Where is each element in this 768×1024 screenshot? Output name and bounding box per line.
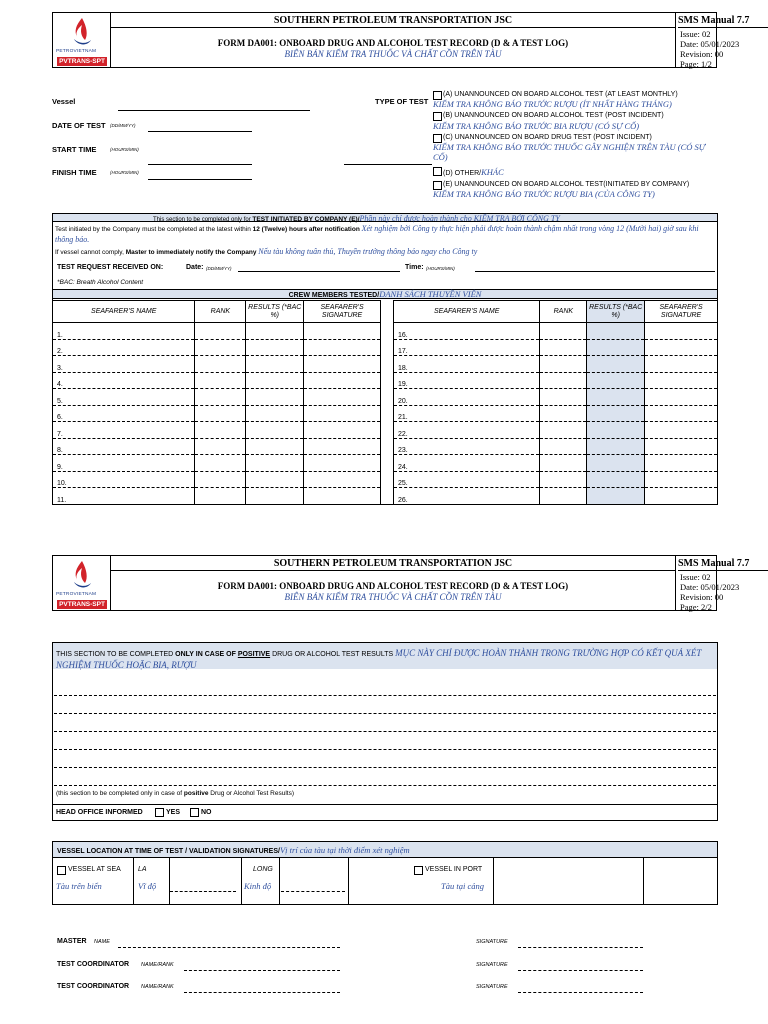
test-type-c-label: (C) UNANNOUNCED ON BOARD DRUG TEST (POST INCIDENT) xyxy=(443,134,652,141)
revision: Revision: 00 xyxy=(680,49,724,59)
crew-cell-rank[interactable] xyxy=(540,471,587,488)
crew-cell-results[interactable] xyxy=(587,422,645,439)
signature-input-line[interactable] xyxy=(518,947,643,948)
crew-cell-name[interactable]: 17. xyxy=(394,339,540,356)
longitude-label-vn: Kinh độ xyxy=(244,881,272,891)
crew-cell-signature[interactable] xyxy=(645,422,718,439)
crew-cell-name[interactable]: 1. xyxy=(53,323,195,340)
table-row xyxy=(394,339,718,356)
logo-badge: PVTRANS-SPT xyxy=(57,57,107,66)
form-header-page2 xyxy=(52,555,750,612)
latitude-label-vn: Vĩ độ xyxy=(138,881,157,891)
crew-cell-signature[interactable] xyxy=(304,455,381,472)
crew-cell-name[interactable]: 21. xyxy=(394,405,540,422)
crew-cell-rank[interactable] xyxy=(540,438,587,455)
table-row xyxy=(394,372,718,389)
test-type-a-label-vn: KIỂM TRA KHÔNG BÁO TRƯỚC RƯỢU (ÍT NHẤT HÀNG THÁNG) xyxy=(433,99,672,109)
start-time-format-hint: (HOURS/MIN) xyxy=(110,147,139,152)
vessel-label: Vessel xyxy=(52,97,76,106)
positive-result-entry-line[interactable] xyxy=(54,749,716,750)
crew-cell-results[interactable] xyxy=(587,339,645,356)
vessel-in-port-checkbox[interactable] xyxy=(414,866,423,875)
table-row xyxy=(394,389,718,406)
signature-label: SIGNATURE xyxy=(476,939,508,945)
test-type-b-label: (B) UNANNOUNCED ON BOARD ALCOHOL TEST (POST INCIDENT) xyxy=(443,112,664,119)
table-row xyxy=(53,389,381,406)
crew-cell-results[interactable] xyxy=(246,488,304,505)
head-office-yes-checkbox[interactable] xyxy=(155,808,164,817)
form-title-vn: BIÊN BẢN KIỂM TRA THUỐC VÀ CHẤT CỒN TRÊN TÀU xyxy=(284,49,502,59)
crew-cell-name[interactable]: 2. xyxy=(53,339,195,356)
date-format-hint: (DD/MM/YY) xyxy=(110,123,136,128)
type-other-line[interactable] xyxy=(344,164,432,165)
crew-cell-signature[interactable] xyxy=(304,405,381,422)
crew-cell-signature[interactable] xyxy=(645,488,718,505)
signature-name-hint: NAME/RANK xyxy=(141,984,174,990)
crew-cell-signature[interactable] xyxy=(304,323,381,340)
signature-name-input-line[interactable] xyxy=(118,947,340,948)
crew-cell-signature[interactable] xyxy=(304,339,381,356)
crew-cell-signature[interactable] xyxy=(645,356,718,373)
signature-name-hint: NAME/RANK xyxy=(141,962,174,968)
crew-cell-results[interactable] xyxy=(587,323,645,340)
table-row xyxy=(53,455,381,472)
head-office-label: HEAD OFFICE INFORMED xyxy=(56,809,143,816)
table-row xyxy=(53,372,381,389)
positive-result-entry-line[interactable] xyxy=(54,695,716,696)
vessel-at-sea-checkbox[interactable] xyxy=(57,866,66,875)
request-time-input-line[interactable] xyxy=(475,271,715,272)
crew-cell-rank[interactable] xyxy=(195,405,246,422)
crew-cell-results[interactable] xyxy=(587,405,645,422)
crew-cell-rank[interactable] xyxy=(540,372,587,389)
bac-note: *BAC: Breath Alcohol Content xyxy=(57,279,144,286)
crew-cell-name[interactable]: 5. xyxy=(53,389,195,406)
issue-date: Date: 05/01/2023 xyxy=(680,39,740,49)
crew-cell-rank[interactable] xyxy=(195,372,246,389)
col-signature: SEAFARER'S SIGNATURE xyxy=(304,301,381,323)
table-row xyxy=(394,455,718,472)
crew-cell-results[interactable] xyxy=(587,356,645,373)
flame-logo-icon xyxy=(71,17,93,47)
crew-cell-name[interactable]: 7. xyxy=(53,422,195,439)
issue: Issue: 02 xyxy=(680,29,711,39)
table-row xyxy=(394,488,718,505)
head-office-yes-label: YES xyxy=(166,809,181,816)
crew-cell-results[interactable] xyxy=(587,471,645,488)
page-number: Page: 1/2 xyxy=(680,59,712,69)
crew-cell-name[interactable]: 26. xyxy=(394,488,540,505)
crew-cell-results[interactable] xyxy=(246,471,304,488)
crew-cell-rank[interactable] xyxy=(195,389,246,406)
table-row xyxy=(53,488,381,505)
crew-cell-name[interactable]: 25. xyxy=(394,471,540,488)
crew-cell-results[interactable] xyxy=(246,339,304,356)
crew-cell-results[interactable] xyxy=(587,389,645,406)
signature-name-input-line[interactable] xyxy=(184,970,340,971)
flame-logo-icon xyxy=(71,560,93,590)
start-time-input-line[interactable] xyxy=(148,164,252,165)
company-notify-text: If vessel cannot comply, Master to immediately notify the Company Nếu tàu không tuân thủ, Thuyền trưởng thông báo ngay cho Công ty xyxy=(55,247,478,256)
table-row xyxy=(53,422,381,439)
crew-cell-results[interactable] xyxy=(246,405,304,422)
test-type-b-label-vn: KIỂM TRA KHÔNG BÁO TRƯỚC BIA RƯỢU (CÓ SỰ CỐ) xyxy=(433,121,640,131)
crew-cell-results[interactable] xyxy=(246,438,304,455)
crew-cell-rank[interactable] xyxy=(195,422,246,439)
latitude-label: LA xyxy=(138,866,147,873)
table-row xyxy=(394,405,718,422)
crew-cell-signature[interactable] xyxy=(304,438,381,455)
col-rank: RANK xyxy=(195,301,246,323)
positive-section-intro: THIS SECTION TO BE COMPLETED ONLY IN CASE OF POSITIVE DRUG OR ALCOHOL TEST RESULTS MỤC NÀY CHỈ ĐƯỢC HOÀN THÀNH TRONG TRƯỜNG HỢP CÓ KẾT QUẢ XÉT NGHIỆM THUỐC HOẶC BIA, RƯỢU xyxy=(56,648,702,670)
sms-manual: SMS Manual 7.7 xyxy=(678,556,768,571)
company-logo xyxy=(53,556,111,610)
signature-label: SIGNATURE xyxy=(476,962,508,968)
date-of-test-label: DATE OF TEST xyxy=(52,121,106,130)
crew-cell-signature[interactable] xyxy=(645,323,718,340)
request-time-label: Time: xyxy=(405,264,424,271)
crew-cell-results[interactable] xyxy=(587,438,645,455)
crew-cell-results[interactable] xyxy=(587,455,645,472)
crew-cell-signature[interactable] xyxy=(645,372,718,389)
crew-cell-signature[interactable] xyxy=(304,356,381,373)
crew-cell-name[interactable]: 23. xyxy=(394,438,540,455)
crew-cell-name[interactable]: 4. xyxy=(53,372,195,389)
crew-cell-name[interactable]: 10. xyxy=(53,471,195,488)
positive-result-entry-line[interactable] xyxy=(54,785,716,786)
crew-cell-rank[interactable] xyxy=(195,323,246,340)
vessel-in-port-label-vn: Tàu tại cảng xyxy=(441,881,484,891)
signature-label: SIGNATURE xyxy=(476,984,508,990)
logo-text: PETROVIETNAM xyxy=(56,49,97,54)
col-seafarer-name: SEAFARER'S NAME xyxy=(53,301,195,323)
table-row xyxy=(53,438,381,455)
table-row xyxy=(53,339,381,356)
signature-name-input-line[interactable] xyxy=(184,992,340,993)
longitude-label: LONG xyxy=(253,866,273,873)
head-office-no-label: NO xyxy=(201,809,212,816)
crew-cell-signature[interactable] xyxy=(304,389,381,406)
crew-cell-signature[interactable] xyxy=(645,389,718,406)
table-row xyxy=(394,356,718,373)
date-of-test-input-line[interactable] xyxy=(148,131,252,132)
crew-cell-results[interactable] xyxy=(246,389,304,406)
test-type-d-label: (D) OTHER/KHÁC xyxy=(443,167,504,177)
longitude-input-line[interactable] xyxy=(281,891,345,892)
table-row xyxy=(394,422,718,439)
signature-role-label: TEST COORDINATOR xyxy=(57,961,130,968)
positive-result-entry-line[interactable] xyxy=(54,731,716,732)
logo-text: PETROVIETNAM xyxy=(56,592,97,597)
crew-cell-signature[interactable] xyxy=(304,422,381,439)
issue-date: Date: 05/01/2023 xyxy=(680,582,740,592)
type-of-test-label: TYPE OF TEST xyxy=(375,97,429,106)
logo-badge: PVTRANS-SPT xyxy=(57,600,107,609)
crew-cell-signature[interactable] xyxy=(645,471,718,488)
table-row xyxy=(53,323,381,340)
vessel-at-sea-label: VESSEL AT SEA xyxy=(68,866,121,873)
test-type-a-label: (A) UNANNOUNCED ON BOARD ALCOHOL TEST (AT LEAST MONTHLY) xyxy=(443,91,678,98)
start-time-label: START TIME xyxy=(52,145,97,154)
col-rank: RANK xyxy=(540,301,587,323)
crew-cell-results[interactable] xyxy=(246,372,304,389)
crew-cell-rank[interactable] xyxy=(195,356,246,373)
test-type-c-label-vn: KIỂM TRA KHÔNG BÁO TRƯỚC THUỐC GÂY NGHIỆN TRÊN TÀU (CÓ SỰ CỐ) xyxy=(433,142,706,162)
table-row xyxy=(394,438,718,455)
crew-cell-rank[interactable] xyxy=(540,389,587,406)
vessel-input-line[interactable] xyxy=(118,110,310,111)
table-row xyxy=(394,323,718,340)
signature-role-label: TEST COORDINATOR xyxy=(57,983,130,990)
finish-time-input-line[interactable] xyxy=(148,179,252,180)
vessel-at-sea-label-vn: Tàu trên biển xyxy=(56,881,102,891)
crew-cell-rank[interactable] xyxy=(195,488,246,505)
crew-cell-signature[interactable] xyxy=(304,471,381,488)
request-date-format: (DD/MM/YY) xyxy=(206,266,232,271)
form-header-page1 xyxy=(52,12,750,69)
crew-cell-rank[interactable] xyxy=(540,323,587,340)
crew-cell-rank[interactable] xyxy=(540,455,587,472)
crew-cell-rank[interactable] xyxy=(540,356,587,373)
signature-input-line[interactable] xyxy=(518,970,643,971)
revision: Revision: 00 xyxy=(680,592,724,602)
test-type-e-label-vn: KIỂM TRA KHÔNG BÁO TRƯỚC RƯỢU BIA (CỦA CÔNG TY) xyxy=(433,189,655,199)
form-title-vn: BIÊN BẢN KIỂM TRA THUỐC VÀ CHẤT CỒN TRÊN TÀU xyxy=(284,592,502,602)
company-name: SOUTHERN PETROLEUM TRANSPORTATION JSC xyxy=(111,556,675,571)
col-signature: SEAFARER'S SIGNATURE xyxy=(645,301,718,323)
signature-role-label: MASTER xyxy=(57,938,87,945)
crew-cell-signature[interactable] xyxy=(645,339,718,356)
form-title: FORM DA001: ONBOARD DRUG AND ALCOHOL TEST RECORD (D & A TEST LOG) xyxy=(217,581,569,591)
crew-cell-rank[interactable] xyxy=(540,488,587,505)
table-row xyxy=(394,471,718,488)
positive-divider xyxy=(52,804,718,805)
test-request-label: TEST REQUEST RECEIVED ON: xyxy=(57,264,164,271)
latitude-input-line[interactable] xyxy=(170,891,236,892)
test-type-d-checkbox[interactable] xyxy=(433,167,442,176)
positive-note: (this section to be completed only in case of positive Drug or Alcohol Test Results) xyxy=(56,790,294,797)
crew-cell-signature[interactable] xyxy=(645,455,718,472)
crew-cell-signature[interactable] xyxy=(645,438,718,455)
finish-time-label: FINISH TIME xyxy=(52,168,97,177)
crew-cell-rank[interactable] xyxy=(195,438,246,455)
crew-cell-rank[interactable] xyxy=(195,339,246,356)
crew-cell-name[interactable]: 9. xyxy=(53,455,195,472)
crew-cell-name[interactable]: 18. xyxy=(394,356,540,373)
crew-cell-rank[interactable] xyxy=(195,455,246,472)
crew-cell-name[interactable]: 20. xyxy=(394,389,540,406)
crew-cell-signature[interactable] xyxy=(645,405,718,422)
company-section-header: This section to be completed only for TEST INITIATED BY COMPANY (E)/Phần này chỉ được hoàn thành cho KIỂM TRA BỞI CÔNG TY xyxy=(52,213,718,222)
crew-cell-name[interactable]: 6. xyxy=(53,405,195,422)
crew-cell-name[interactable]: 16. xyxy=(394,323,540,340)
signature-input-line[interactable] xyxy=(518,992,643,993)
crew-cell-results[interactable] xyxy=(587,372,645,389)
crew-cell-name[interactable]: 3. xyxy=(53,356,195,373)
table-row xyxy=(53,471,381,488)
crew-section-title: CREW MEMBERS TESTED/DANH SÁCH THUYỀN VIÊN xyxy=(52,289,718,299)
request-time-format: (HOURS/MIN) xyxy=(426,266,455,271)
crew-cell-rank[interactable] xyxy=(540,339,587,356)
issue: Issue: 02 xyxy=(680,572,711,582)
finish-time-format-hint: (HOURS/MIN) xyxy=(110,170,139,175)
positive-result-entry-line[interactable] xyxy=(54,767,716,768)
test-type-e-label: (E) UNANNOUNCED ON BOARD ALCOHOL TEST(INITIATED BY COMPANY) xyxy=(443,181,690,188)
company-name: SOUTHERN PETROLEUM TRANSPORTATION JSC xyxy=(111,13,675,28)
page-number: Page: 2/2 xyxy=(680,602,712,612)
request-date-label: Date: xyxy=(186,264,204,271)
table-row xyxy=(53,405,381,422)
positive-result-entry-line[interactable] xyxy=(54,713,716,714)
col-results: RESULTS (*BAC %) xyxy=(587,301,645,323)
table-row xyxy=(53,356,381,373)
col-seafarer-name: SEAFARER'S NAME xyxy=(394,301,540,323)
crew-cell-name[interactable]: 24. xyxy=(394,455,540,472)
crew-cell-signature[interactable] xyxy=(304,488,381,505)
crew-cell-name[interactable]: 22. xyxy=(394,422,540,439)
crew-cell-results[interactable] xyxy=(246,422,304,439)
request-date-input-line[interactable] xyxy=(238,271,400,272)
crew-cell-results[interactable] xyxy=(246,455,304,472)
crew-cell-results[interactable] xyxy=(246,356,304,373)
crew-table-left xyxy=(52,300,381,505)
crew-cell-rank[interactable] xyxy=(195,471,246,488)
company-deadline-text: Test initiated by the Company must be completed at the latest within 12 (Twelve) hours after notification Xét nghiệm bởi Công ty thực hiện phải được hoàn thành chậm nhất trong vòng 12 (Mười hai) giờ sau khi thông báo. xyxy=(55,224,699,244)
crew-cell-name[interactable]: 19. xyxy=(394,372,540,389)
signature-name-hint: NAME xyxy=(94,939,110,945)
company-logo xyxy=(53,13,111,67)
form-title: FORM DA001: ONBOARD DRUG AND ALCOHOL TEST RECORD (D & A TEST LOG) xyxy=(217,38,569,48)
crew-cell-rank[interactable] xyxy=(540,405,587,422)
crew-table-right xyxy=(393,300,718,505)
sms-manual: SMS Manual 7.7 xyxy=(678,13,768,28)
location-section-header: VESSEL LOCATION AT TIME OF TEST / VALIDATION SIGNATURES/Vị trí của tàu tại thời điểm xét nghiệm xyxy=(52,841,718,858)
crew-cell-rank[interactable] xyxy=(540,422,587,439)
test-type-b-checkbox[interactable] xyxy=(433,112,442,121)
crew-cell-name[interactable]: 8. xyxy=(53,438,195,455)
vessel-in-port-label: VESSEL IN PORT xyxy=(425,866,483,873)
crew-cell-signature[interactable] xyxy=(304,372,381,389)
crew-cell-results[interactable] xyxy=(246,323,304,340)
crew-cell-name[interactable]: 11. xyxy=(53,488,195,505)
col-results: RESULTS (*BAC %) xyxy=(246,301,304,323)
head-office-no-checkbox[interactable] xyxy=(190,808,199,817)
crew-cell-results[interactable] xyxy=(587,488,645,505)
